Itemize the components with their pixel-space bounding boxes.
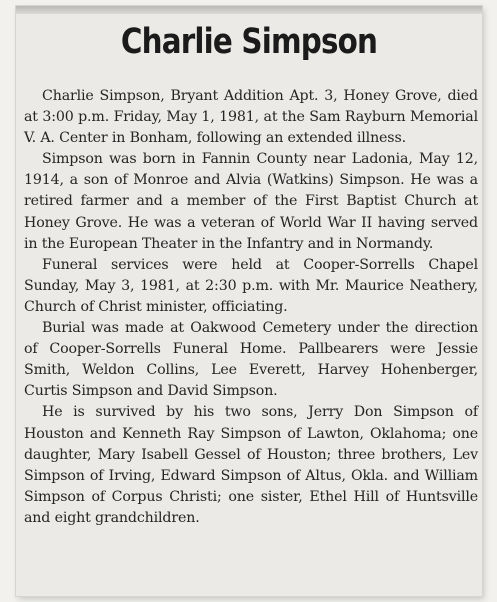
obituary-headline: Charlie Simpson <box>120 22 378 62</box>
obituary-body <box>24 86 478 529</box>
obituary-paragraph-biography: Simpson was born in Fannin County near Ladonia, May 12, 1914, a son of Monroe and Alvia (Watkins) Simpson. He was a retired farmer and a member of the First Baptist Church at Honey Grove. He was a veteran of World War II having served in the European Theater in the Infantry and in Normandy. <box>24 151 478 252</box>
clipping-bottom-cutoff <box>16 582 482 596</box>
obituary-paragraph-survivors: He is survived by his two sons, Jerry Don Simpson of Houston and Kenneth Ray Simpson of Lawton, Oklahoma; one daughter, Mary Isabell Gessel of Houston; three brothers, Lev Simpson of Irving, Edward Simpson of Altus, Okla. and William Simpson of Corpus Christi; one sister, Ethel Hill of Huntsville and eight grandchildren. <box>24 404 478 526</box>
obituary-paragraph-death: Charlie Simpson, Bryant Addition Apt. 3, Honey Grove, died at 3:00 p.m. Friday, May 1, 1981, at the Sam Rayburn Memorial V. A. Center in Bonham, following an extended illness. <box>24 88 478 147</box>
obituary-paragraph-burial: Burial was made at Oakwood Cemetery under the direction of Cooper-Sorrells Funeral Home. Pallbearers were Jessie Smith, Weldon Collins, Lee Everett, Harvey Hohenberger, Curtis Simpson and David Simpson. <box>24 320 478 400</box>
newspaper-clipping <box>16 6 482 596</box>
obituary-paragraph-funeral: Funeral services were held at Cooper-Sorrells Chapel Sunday, May 3, 1981, at 2:30 p.m. with Mr. Maurice Neathery, Church of Christ minister, officiating. <box>24 256 478 315</box>
clipping-top-edge <box>16 6 482 14</box>
